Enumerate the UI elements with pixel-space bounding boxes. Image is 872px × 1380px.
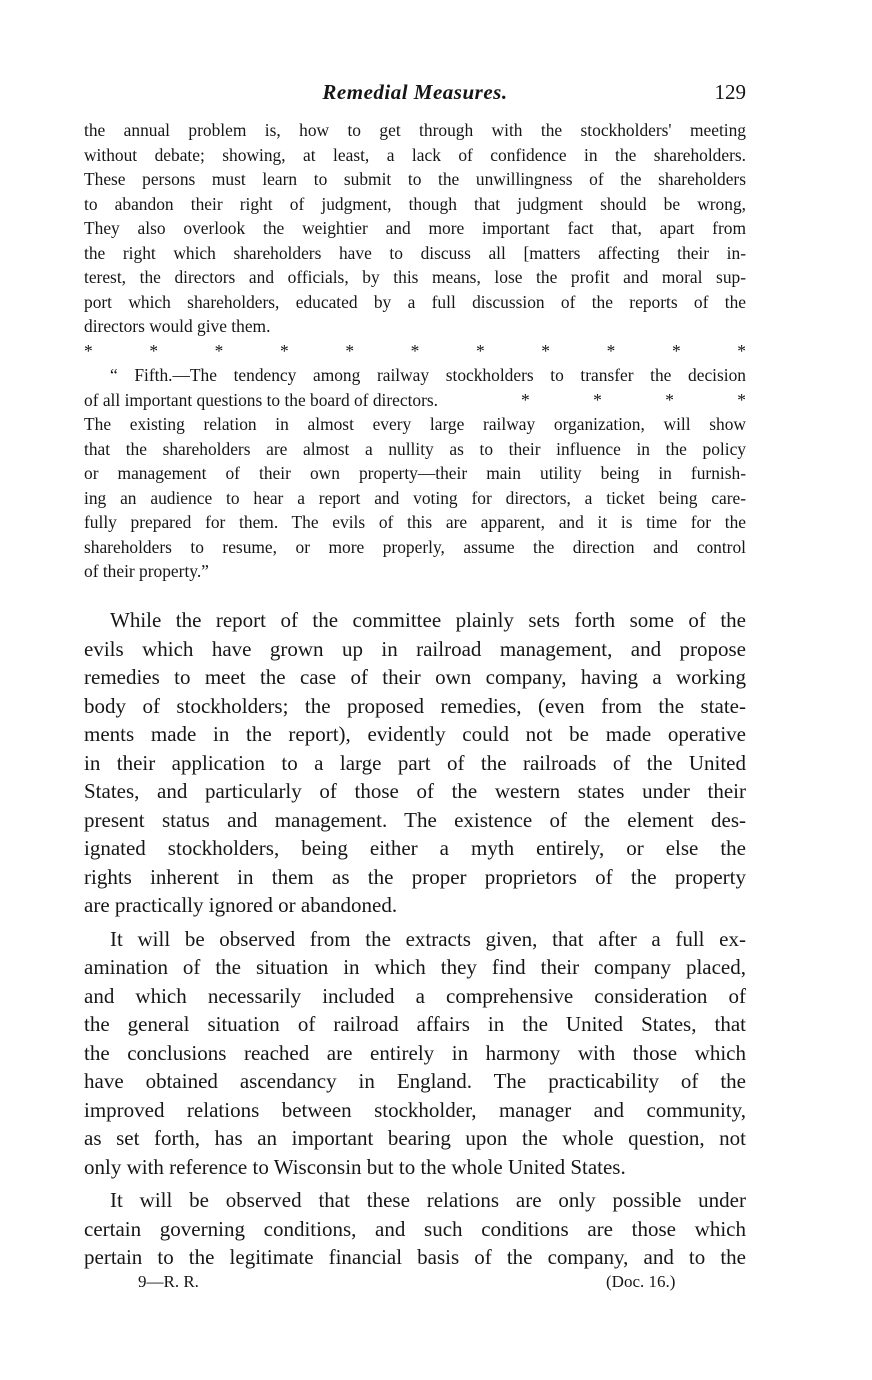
text-line: rights inherent in them as the proper proprietors of the property bbox=[84, 864, 746, 889]
text-line: directors would give them. bbox=[84, 316, 271, 336]
text-line: It will be observed that these relations are only possible under bbox=[110, 1188, 746, 1212]
paragraph bbox=[84, 925, 746, 1182]
text-line: The existing relation in almost every large railway organization, will show bbox=[84, 414, 746, 434]
text-line: body of stockholders; the proposed remedies, (even from the state- bbox=[84, 693, 746, 718]
asterisk: * bbox=[410, 340, 420, 361]
asterism bbox=[84, 339, 746, 364]
text-line: ignated stockholders, being either a myth entirely, or else the bbox=[84, 836, 746, 860]
text-line: pertain to the legitimate financial basis of the company, and to the bbox=[84, 1245, 746, 1269]
text-line: amination of the situation in which they find their company placed, bbox=[84, 955, 746, 979]
text-line: remedies to meet the case of their own company, having a working bbox=[84, 665, 746, 689]
text-line: present status and management. The existence of the element des- bbox=[84, 807, 746, 832]
text-line: port which shareholders, educated by a full discussion of the reports of the bbox=[84, 291, 746, 312]
asterisk: * bbox=[541, 340, 550, 361]
quote-line-text: of all important questions to the board of directors. bbox=[84, 389, 439, 410]
asterisk: * bbox=[671, 340, 681, 361]
text-line: as set forth, has an important bearing upon the whole question, not bbox=[84, 1126, 746, 1150]
text-line: ments made in the report), evidently could not be made operative bbox=[84, 722, 746, 746]
text-line: certain governing conditions, and such conditions are those which bbox=[84, 1216, 746, 1241]
text-line: are practically ignored or abandoned. bbox=[84, 893, 398, 917]
text-line: While the report of the committee plainly sets forth some of the bbox=[110, 608, 746, 632]
text-line: only with reference to Wisconsin but to the whole United States. bbox=[84, 1154, 626, 1179]
text-line: improved relations between stockholder, manager and community, bbox=[84, 1097, 746, 1122]
running-header bbox=[84, 80, 746, 108]
text-line: shareholders to resume, or more properly, assume the direction and control bbox=[84, 536, 746, 557]
paragraph bbox=[84, 606, 746, 920]
text-line: These persons must learn to submit to the unwillingness of the shareholders bbox=[84, 169, 746, 189]
text-line: the right which shareholders have to discuss all [matters affecting their in- bbox=[84, 242, 746, 263]
text-line: that the shareholders are almost a nullity as to their influence in the policy bbox=[84, 438, 746, 459]
text-line: States, and particularly of those of the western states under their bbox=[84, 779, 746, 803]
asterisk: * bbox=[149, 340, 159, 361]
text-line: It will be observed from the extracts given, that after a full ex- bbox=[110, 926, 746, 951]
text-line: the annual problem is, how to get through with the stockholders' meeting bbox=[84, 120, 746, 140]
text-line: of their property.” bbox=[84, 561, 209, 581]
text-line: the conclusions reached are entirely in harmony with those which bbox=[84, 1040, 746, 1065]
asterisk: * bbox=[84, 340, 93, 361]
asterisk: * bbox=[279, 340, 289, 361]
asterisk: * bbox=[606, 340, 616, 361]
body-text bbox=[84, 606, 746, 1272]
text-line: have obtained ascendancy in England. The practicability of the bbox=[84, 1069, 746, 1093]
asterisk: * bbox=[475, 340, 485, 361]
asterisk: * bbox=[214, 340, 224, 361]
text-line: in their application to a large part of the railroads of the United bbox=[84, 750, 746, 775]
running-title: Remedial Measures. bbox=[322, 80, 508, 104]
quote-line bbox=[84, 388, 746, 413]
quote-line: “ Fifth.—The tendency among railway stockholders to transfer the decision bbox=[110, 365, 746, 385]
asterism bbox=[521, 388, 746, 413]
asterisk: * bbox=[737, 340, 746, 361]
document-number: (Doc. 16.) bbox=[606, 1272, 676, 1291]
asterisk: * bbox=[665, 389, 674, 410]
text-line: evils which have grown up in railroad management, and propose bbox=[84, 636, 746, 661]
asterisk: * bbox=[345, 340, 355, 361]
page-number: 129 bbox=[714, 80, 746, 104]
asterisk: * bbox=[737, 389, 746, 410]
asterisk: * bbox=[593, 389, 602, 410]
text-line: or management of their own property—their main utility being in furnish- bbox=[84, 463, 746, 483]
signature-mark: 9—R. R. bbox=[138, 1272, 199, 1291]
text-line: without debate; showing, at least, a lack of confidence in the shareholders. bbox=[84, 144, 746, 165]
text-line: the general situation of railroad affairs in the United States, that bbox=[84, 1012, 746, 1036]
text-line: They also overlook the weightier and more important fact that, apart from bbox=[84, 218, 746, 238]
text-line: fully prepared for them. The evils of this are apparent, and it is time for the bbox=[84, 512, 746, 532]
quote-block bbox=[84, 118, 746, 584]
paragraph bbox=[84, 1186, 746, 1272]
asterisk: * bbox=[521, 389, 530, 410]
text-line: and which necessarily included a comprehensive consideration of bbox=[84, 983, 746, 1008]
text-line: terest, the directors and officials, by this means, lose the profit and moral sup- bbox=[84, 267, 746, 287]
text-line: ing an audience to hear a report and voting for directors, a ticket being care- bbox=[84, 487, 746, 508]
text-line: to abandon their right of judgment, though that judgment should be wrong, bbox=[84, 193, 746, 214]
